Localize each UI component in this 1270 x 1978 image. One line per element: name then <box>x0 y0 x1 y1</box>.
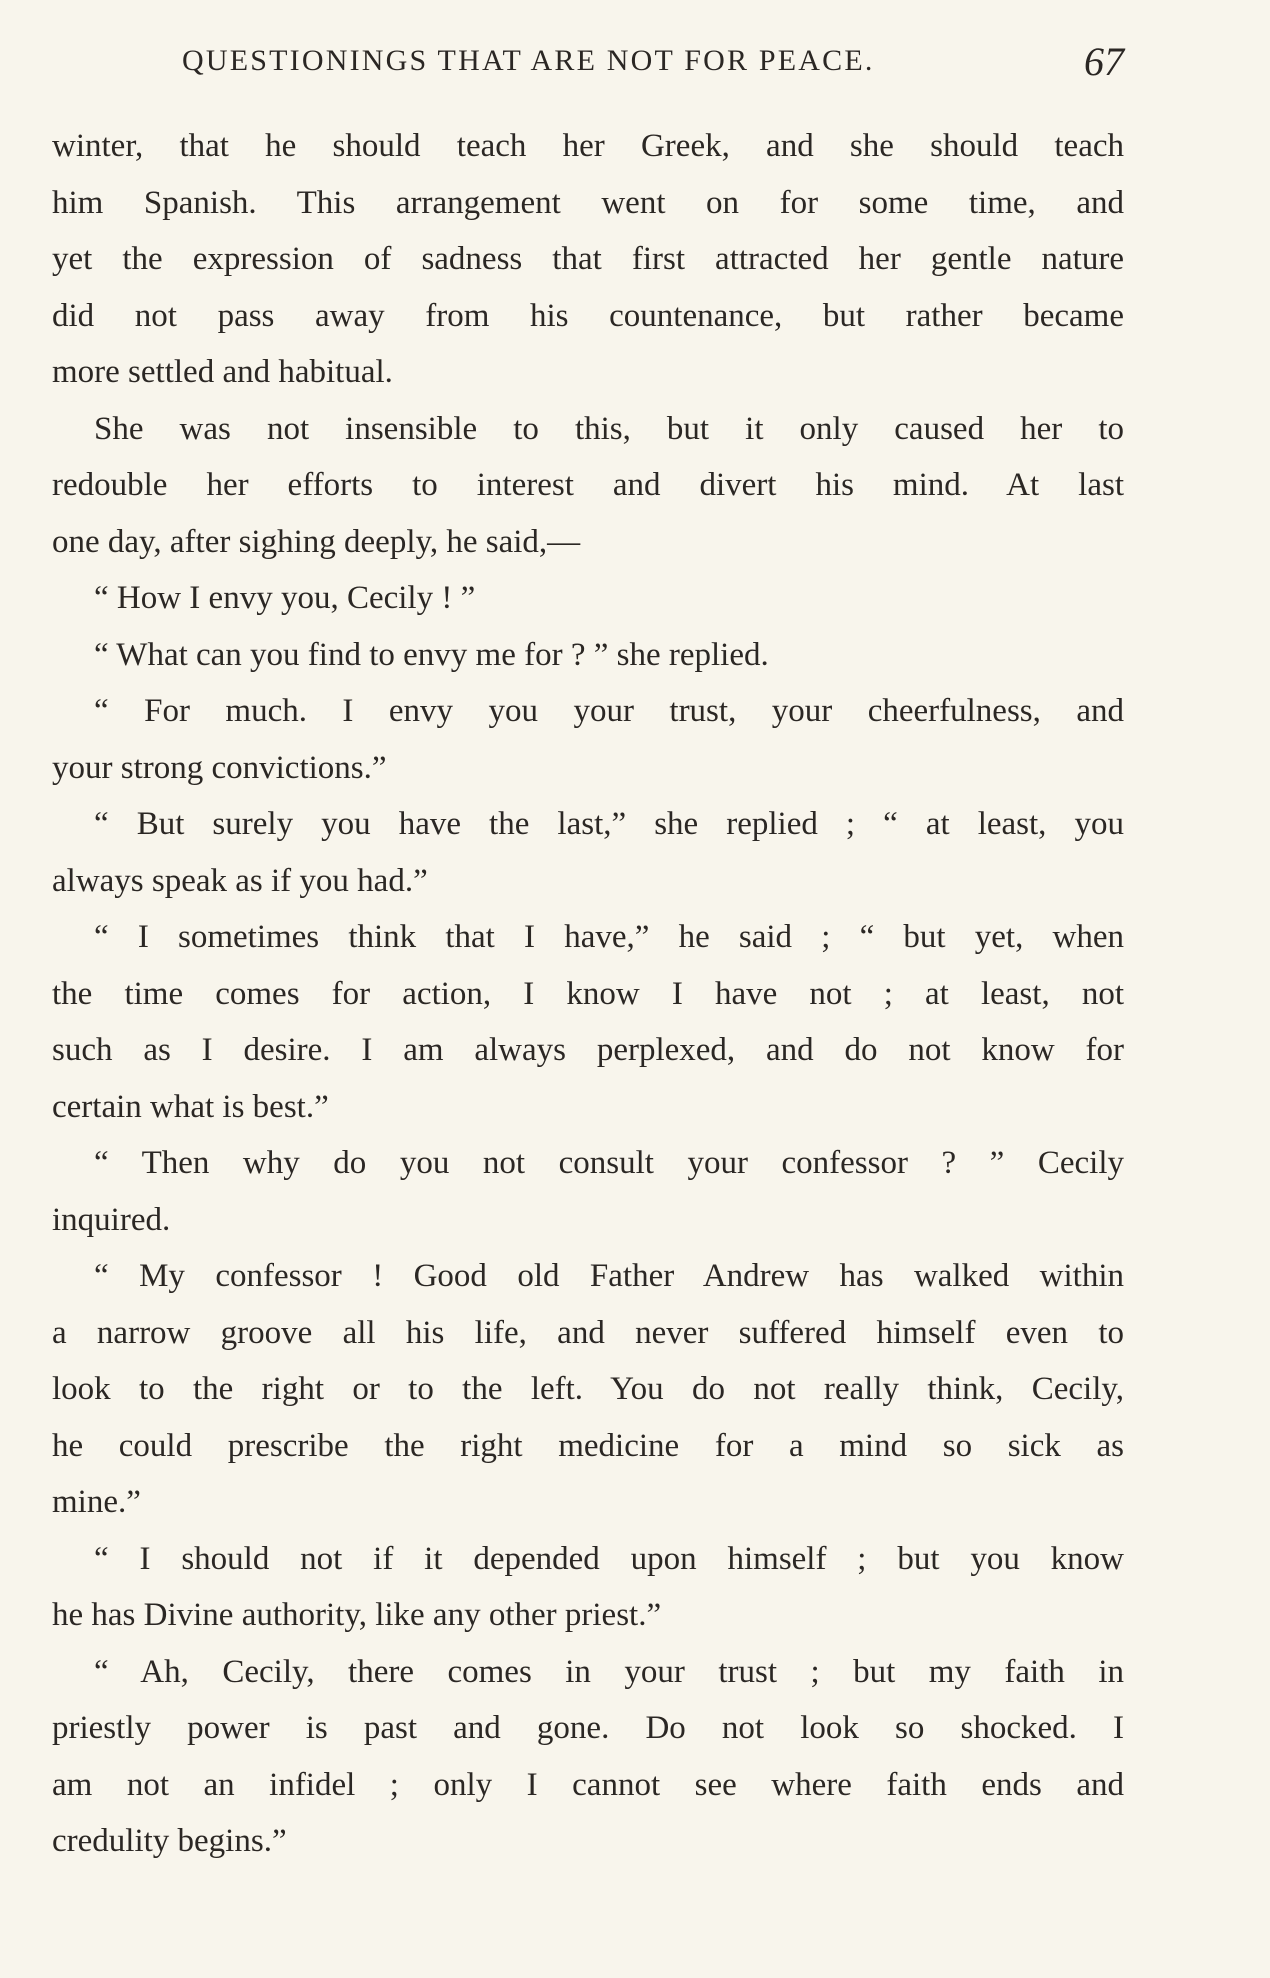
text-line: “ Ah, Cecily, there comes in your trust ; but my faith in <box>94 1653 1124 1690</box>
running-head <box>52 38 1124 90</box>
text-line: am not an infidel ; only I cannot see where faith ends and <box>52 1766 1124 1803</box>
text-line: yet the expression of sadness that first attracted her gentle nature <box>52 241 1124 277</box>
text-line: “ How I envy you, Cecily ! ” <box>94 580 476 616</box>
text-line: he could prescribe the right medicine for a mind so sick as <box>52 1427 1124 1464</box>
text-line: She was not insensible to this, but it only caused her to <box>94 410 1124 447</box>
text-line: certain what is best.” <box>52 1088 329 1125</box>
text-line: redouble her efforts to interest and divert his mind. At last <box>52 467 1124 503</box>
body-text <box>52 118 1124 1870</box>
text-line: credulity begins.” <box>52 1823 287 1859</box>
text-line: “ For much. I envy you your trust, your cheerfulness, and <box>94 693 1124 729</box>
text-line: winter, that he should teach her Greek, and she should teach <box>52 128 1124 164</box>
text-line: look to the right or to the left. You do not really think, Cecily, <box>52 1371 1124 1407</box>
text-line: such as I desire. I am always perplexed, and do not know for <box>52 1032 1124 1068</box>
text-line: more settled and habitual. <box>52 354 393 390</box>
running-title: QUESTIONINGS THAT ARE NOT FOR PEACE. <box>182 44 875 77</box>
text-line: priestly power is past and gone. Do not look so shocked. I <box>52 1710 1124 1746</box>
text-line: “ Then why do you not consult your confessor ? ” Cecily <box>94 1145 1124 1181</box>
text-line: “ I sometimes think that I have,” he said ; “ but yet, when <box>94 919 1124 955</box>
text-line: your strong convictions.” <box>52 749 387 786</box>
text-line: “ I should not if it depended upon himself ; but you know <box>94 1540 1124 1577</box>
text-line: always speak as if you had.” <box>52 862 428 899</box>
text-line: mine.” <box>52 1484 141 1520</box>
text-line: a narrow groove all his life, and never suffered himself even to <box>52 1314 1124 1351</box>
text-line: he has Divine authority, like any other priest.” <box>52 1597 662 1633</box>
page-number: 67 <box>1084 39 1124 84</box>
text-line: “ What can you find to envy me for ? ” she replied. <box>94 636 769 673</box>
text-line: him Spanish. This arrangement went on for some time, and <box>52 184 1124 221</box>
text-line: “ But surely you have the last,” she replied ; “ at least, you <box>94 806 1124 842</box>
text-line: one day, after sighing deeply, he said,— <box>52 523 581 560</box>
text-line: “ My confessor ! Good old Father Andrew has walked within <box>94 1258 1124 1294</box>
text-line: did not pass away from his countenance, but rather became <box>52 297 1124 334</box>
text-line: inquired. <box>52 1201 171 1238</box>
text-line: the time comes for action, I know I have not ; at least, not <box>52 975 1124 1012</box>
